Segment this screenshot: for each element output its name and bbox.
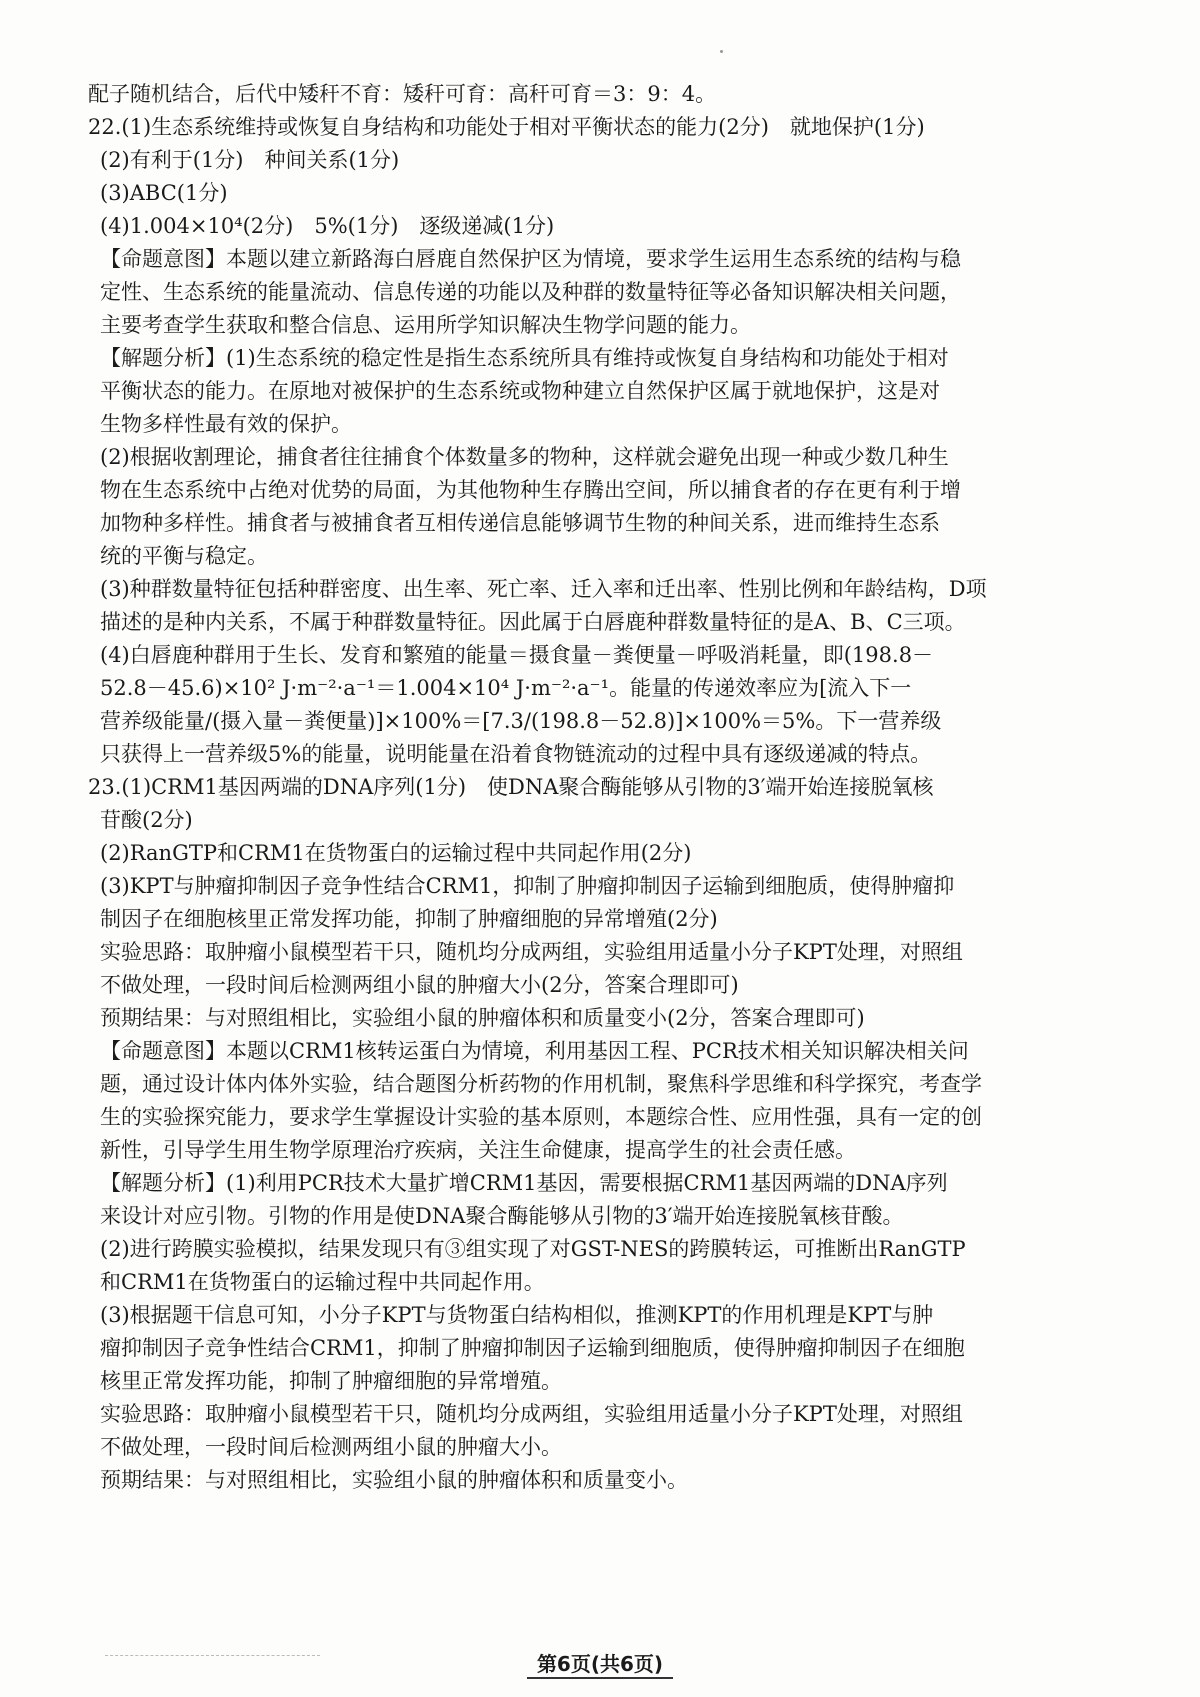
intent-heading-line: 【命题意图】本题以建立新路海白唇鹿自然保护区为情境，要求学生运用生态系统的结构与稳 bbox=[100, 247, 961, 271]
text-line: 营养级能量/(摄入量－粪便量)]×100%＝[7.3/(198.8－52.8)]×100%＝5%。下一营养级 bbox=[100, 709, 942, 733]
text-line: 苷酸(2分) bbox=[100, 808, 193, 832]
text-line: 不做处理，一段时间后检测两组小鼠的肿瘤大小(2分，答案合理即可) bbox=[100, 973, 739, 997]
scan-speck bbox=[720, 50, 723, 53]
question-23-answer-3: (3)KPT与肿瘤抑制因子竞争性结合CRM1，抑制了肿瘤抑制因子运输到细胞质，使得肿瘤抑 bbox=[100, 874, 955, 898]
text-line: 主要考查学生获取和整合信息、运用所学知识解决生物学问题的能力。 bbox=[100, 313, 751, 337]
question-23-answer-2: (2)RanGTP和CRM1在货物蛋白的运输过程中共同起作用(2分) bbox=[100, 841, 692, 865]
text-line: 不做处理，一段时间后检测两组小鼠的肿瘤大小。 bbox=[100, 1435, 562, 1459]
page-number: 第6页(共6页) bbox=[527, 1652, 673, 1679]
text-line: 配子随机结合，后代中矮秆不育：矮秆可育：高秆可育＝3：9：4。 bbox=[88, 82, 717, 106]
text-line: 物在生态系统中占绝对优势的局面，为其他物种生存腾出空间，所以捕食者的存在更有利于增 bbox=[100, 478, 961, 502]
text-line: 新性，引导学生用生物学原理治疗疾病，关注生命健康，提高学生的社会责任感。 bbox=[100, 1138, 856, 1162]
intent-heading-line: 【命题意图】本题以CRM1核转运蛋白为情境，利用基因工程、PCR技术相关知识解决相关问 bbox=[100, 1039, 969, 1063]
text-line: (3)种群数量特征包括种群密度、出生率、死亡率、迁入率和迁出率、性别比例和年龄结构，D项 bbox=[100, 577, 987, 601]
text-line: (2)进行跨膜实验模拟，结果发现只有③组实现了对GST-NES的跨膜转运，可推断出RanGTP bbox=[100, 1237, 966, 1261]
question-22-answer-4: (4)1.004×10⁴(2分) 5%(1分) 逐级递减(1分) bbox=[100, 214, 555, 238]
analysis-heading-line: 【解题分析】(1)生态系统的稳定性是指生态系统所具有维持或恢复自身结构和功能处于相对 bbox=[100, 346, 949, 370]
question-22-answer-2: (2)有利于(1分) 种间关系(1分) bbox=[100, 148, 400, 172]
text-line: 生物多样性最有效的保护。 bbox=[100, 412, 352, 436]
answer-content bbox=[88, 78, 1130, 1497]
text-line: 52.8－45.6)×10² J·m⁻²·a⁻¹＝1.004×10⁴ J·m⁻²·a⁻¹。能量的传递效率应为[流入下一 bbox=[100, 676, 912, 700]
text-line: 描述的是种内关系，不属于种群数量特征。因此属于白唇鹿种群数量特征的是A、B、C三项。 bbox=[100, 610, 966, 634]
text-line: 制因子在细胞核里正常发挥功能，抑制了肿瘤细胞的异常增殖(2分) bbox=[100, 907, 718, 931]
text-line: 实验思路：取肿瘤小鼠模型若干只，随机均分成两组，实验组用适量小分子KPT处理，对照组 bbox=[100, 1402, 963, 1426]
question-23-answer-1: 23.(1)CRM1基因两端的DNA序列(1分) 使DNA聚合酶能够从引物的3′端开始连接脱氧核 bbox=[88, 775, 934, 799]
text-line: 题，通过设计体内体外实验，结合题图分析药物的作用机制，聚焦科学思维和科学探究，考查学 bbox=[100, 1072, 982, 1096]
page-footer bbox=[0, 1648, 1200, 1677]
text-line: 统的平衡与稳定。 bbox=[100, 544, 268, 568]
text-line: (2)根据收割理论，捕食者往往捕食个体数量多的物种，这样就会避免出现一种或少数几种生 bbox=[100, 445, 949, 469]
text-line: 来设计对应引物。引物的作用是使DNA聚合酶能够从引物的3′端开始连接脱氧核苷酸。 bbox=[100, 1204, 904, 1228]
question-22-answer-1: 22.(1)生态系统维持或恢复自身结构和功能处于相对平衡状态的能力(2分) 就地保护(1分) bbox=[88, 115, 925, 139]
text-line: (4)白唇鹿种群用于生长、发育和繁殖的能量＝摄食量－粪便量－呼吸消耗量，即(198.8－ bbox=[100, 643, 934, 667]
text-line: 预期结果：与对照组相比，实验组小鼠的肿瘤体积和质量变小(2分，答案合理即可) bbox=[100, 1006, 865, 1030]
text-line: 加物种多样性。捕食者与被捕食者互相传递信息能够调节生物的种间关系，进而维持生态系 bbox=[100, 511, 940, 535]
question-22-answer-3: (3)ABC(1分) bbox=[100, 181, 228, 205]
text-line: 定性、生态系统的能量流动、信息传递的功能以及种群的数量特征等必备知识解决相关问题， bbox=[100, 280, 961, 304]
text-line: 瘤抑制因子竞争性结合CRM1，抑制了肿瘤抑制因子运输到细胞质，使得肿瘤抑制因子在细胞 bbox=[100, 1336, 965, 1360]
text-line: 实验思路：取肿瘤小鼠模型若干只，随机均分成两组，实验组用适量小分子KPT处理，对照组 bbox=[100, 940, 963, 964]
text-line: 平衡状态的能力。在原地对被保护的生态系统或物种建立自然保护区属于就地保护，这是对 bbox=[100, 379, 940, 403]
text-line: 核里正常发挥功能，抑制了肿瘤细胞的异常增殖。 bbox=[100, 1369, 562, 1393]
text-line: (3)根据题干信息可知，小分子KPT与货物蛋白结构相似，推测KPT的作用机理是KPT与肿 bbox=[100, 1303, 934, 1327]
text-line: 只获得上一营养级5%的能量，说明能量在沿着食物链流动的过程中具有逐级递减的特点。 bbox=[100, 742, 932, 766]
text-line: 生的实验探究能力，要求学生掌握设计实验的基本原则，本题综合性、应用性强，具有一定的创 bbox=[100, 1105, 982, 1129]
text-line: 预期结果：与对照组相比，实验组小鼠的肿瘤体积和质量变小。 bbox=[100, 1468, 688, 1492]
text-line: 和CRM1在货物蛋白的运输过程中共同起作用。 bbox=[100, 1270, 545, 1294]
analysis-heading-line: 【解题分析】(1)利用PCR技术大量扩增CRM1基因，需要根据CRM1基因两端的DNA序列 bbox=[100, 1171, 948, 1195]
